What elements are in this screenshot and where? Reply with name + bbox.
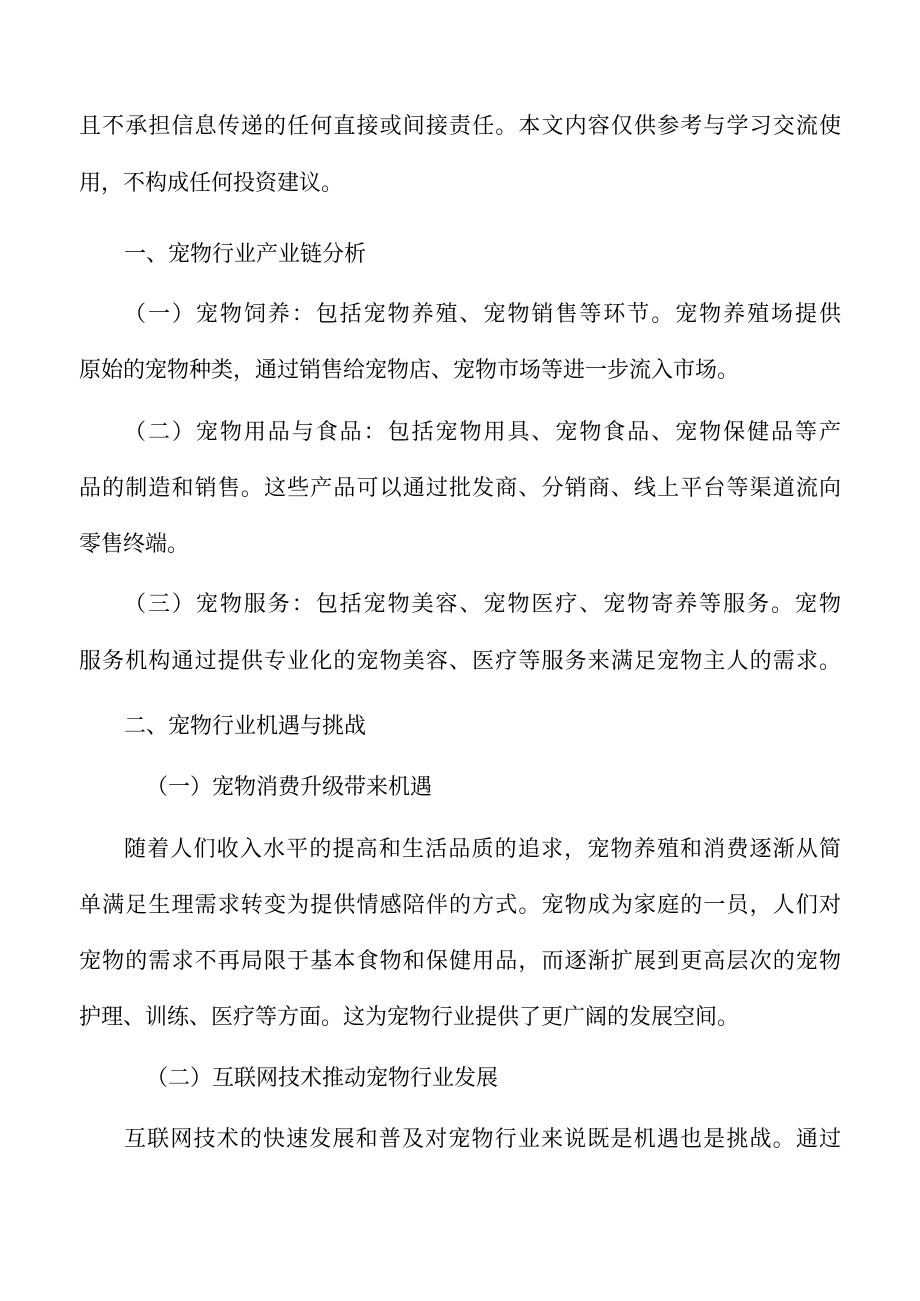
body-2-2-line-1: 互联网技术的快速发展和普及对宠物行业来说既是机遇也是挑战。通过 <box>124 1127 841 1152</box>
body-2-1-line-2: 单满足生理需求转变为提供情感陪伴的方式。宠物成为家庭的一员，人们对 <box>79 893 841 918</box>
item-1-3-line-2: 服务机构通过提供专业化的宠物美容、医疗等服务来满足宠物主人的需求。 <box>79 649 841 674</box>
item-1-3-line-1: （三）宠物服务：包括宠物美容、宠物医疗、宠物寄养等服务。宠物 <box>124 592 841 617</box>
section-heading-2: 二、宠物行业机遇与挑战 <box>124 714 367 739</box>
body-2-1-line-3: 宠物的需求不再局限于基本食物和保健用品，而逐渐扩展到更高层次的宠物 <box>79 949 841 974</box>
subheading-2-2: （二）互联网技术推动宠物行业发展 <box>146 1066 499 1091</box>
body-2-1-line-1: 随着人们收入水平的提高和生活品质的追求，宠物养殖和消费逐渐从简 <box>124 837 841 862</box>
body-2-1-line-4: 护理、训练、医疗等方面。这为宠物行业提供了更广阔的发展空间。 <box>79 1005 740 1030</box>
item-1-2-line-2: 品的制造和销售。这些产品可以通过批发商、分销商、线上平台等渠道流向 <box>79 476 841 501</box>
subheading-2-1: （一）宠物消费升级带来机遇 <box>146 775 433 800</box>
disclaimer-line-2: 用，不构成任何投资建议。 <box>79 171 344 196</box>
item-1-2-line-3: 零售终端。 <box>79 532 190 557</box>
item-1-2-line-1: （二）宠物用品与食品：包括宠物用具、宠物食品、宠物保健品等产 <box>124 420 841 445</box>
item-1-1-line-2: 原始的宠物种类，通过销售给宠物店、宠物市场等进一步流入市场。 <box>79 358 740 383</box>
item-1-1-line-1: （一）宠物饲养：包括宠物养殖、宠物销售等环节。宠物养殖场提供 <box>124 302 841 327</box>
section-heading-1: 一、宠物行业产业链分析 <box>124 242 367 267</box>
disclaimer-line-1: 且不承担信息传递的任何直接或间接责任。本文内容仅供参考与学习交流使 <box>79 114 841 139</box>
